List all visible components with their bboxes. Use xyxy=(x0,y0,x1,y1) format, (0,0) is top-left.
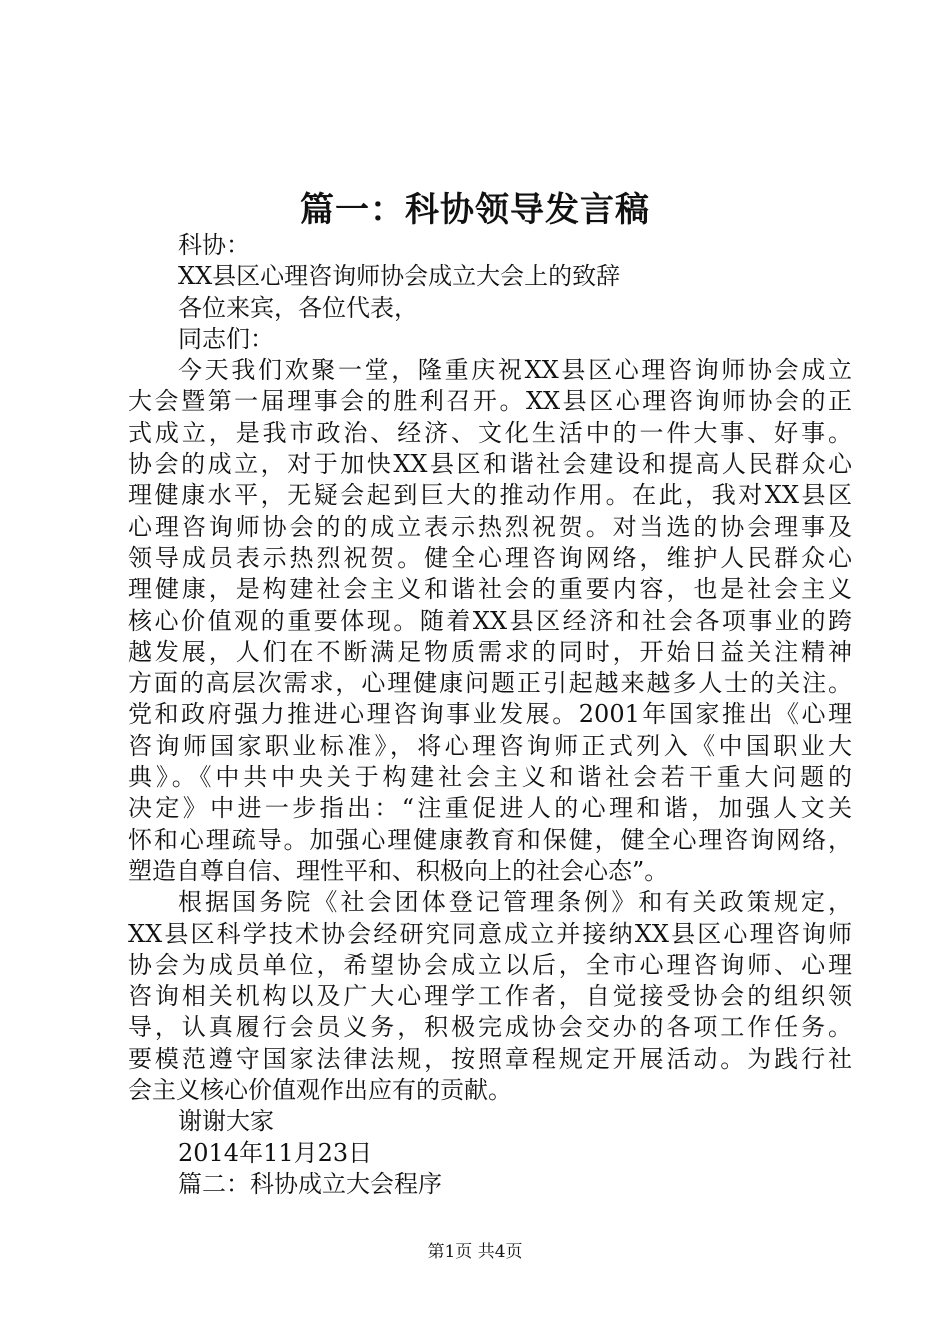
text-line: 心理咨询师协会的的成立表示热烈祝贺。对当选的协会理事及 xyxy=(128,512,852,541)
text-line: 越发展，人们在不断满足物质需求的同时，开始日益关注精神 xyxy=(128,637,852,666)
text-line: 典》。《中共中央关于构建社会主义和谐社会若干重大问题的 xyxy=(128,763,852,792)
text-line: 今天我们欢聚一堂，隆重庆祝XX县区心理咨询师协会成立 xyxy=(178,356,852,385)
text-line: 科协： xyxy=(178,231,250,259)
text-line: 各位来宾，各位代表， xyxy=(178,293,418,322)
text-line: 怀和心理疏导。加强心理健康教育和保健，健全心理咨询网络， xyxy=(128,825,852,854)
text-line: 领导成员表示热烈祝贺。健全心理咨询网络，维护人民群众心 xyxy=(128,543,852,572)
text-line: 理健康水平，无疑会起到巨大的推动作用。在此，我对XX县区 xyxy=(128,481,852,510)
document-title: 篇一：科协领导发言稿 xyxy=(300,190,650,230)
text-line: 理健康，是构建社会主义和谐社会的重要内容，也是社会主义 xyxy=(128,575,852,604)
text-line: 谢谢大家 xyxy=(178,1107,274,1136)
text-line: 核心价值观的重要体现。随着XX县区经济和社会各项事业的跨 xyxy=(128,606,852,635)
text-line: 塑造自尊自信、理性平和、积极向上的社会心态”。 xyxy=(128,856,669,885)
text-line: 咨询师国家职业标准》，将心理咨询师正式列入《中国职业大 xyxy=(128,731,852,760)
text-line: 方面的高层次需求，心理健康问题正引起越来越多人士的关注。 xyxy=(128,669,852,698)
document-body xyxy=(128,230,852,1200)
page-footer: 第1页 共4页 xyxy=(427,1242,523,1262)
text-line: 导，认真履行会员义务，积极完成协会交办的各项工作任务。 xyxy=(128,1013,852,1042)
text-line: 党和政府强力推进心理咨询事业发展。2001年国家推出《心理 xyxy=(128,700,852,729)
text-line: 大会暨第一届理事会的胜利召开。XX县区心理咨询师协会的正 xyxy=(128,387,852,416)
text-line: 式成立，是我市政治、经济、文化生活中的一件大事、好事。 xyxy=(128,418,852,447)
text-line: 会主义核心价值观作出应有的贡献。 xyxy=(128,1076,512,1105)
text-line: 篇二：科协成立大会程序 xyxy=(178,1169,442,1198)
text-line: 协会为成员单位，希望协会成立以后，全市心理咨询师、心理 xyxy=(128,950,852,979)
text-line: XX县区心理咨询师协会成立大会上的致辞 xyxy=(178,262,621,291)
text-line: 协会的成立，对于加快XX县区和谐社会建设和提高人民群众心 xyxy=(128,450,852,479)
text-line: 同志们： xyxy=(178,324,274,353)
text-line: 要模范遵守国家法律法规，按照章程规定开展活动。为践行社 xyxy=(128,1044,852,1073)
text-line: 2014年11月23日 xyxy=(178,1138,373,1167)
text-line: 根据国务院《社会团体登记管理条例》和有关政策规定， xyxy=(178,888,852,917)
text-line: XX县区科学技术协会经研究同意成立并接纳XX县区心理咨询师 xyxy=(128,919,852,948)
text-line: 咨询相关机构以及广大心理学工作者，自觉接受协会的组织领 xyxy=(128,982,852,1011)
text-line: 决定》中进一步指出：“注重促进人的心理和谐，加强人文关 xyxy=(128,794,852,823)
